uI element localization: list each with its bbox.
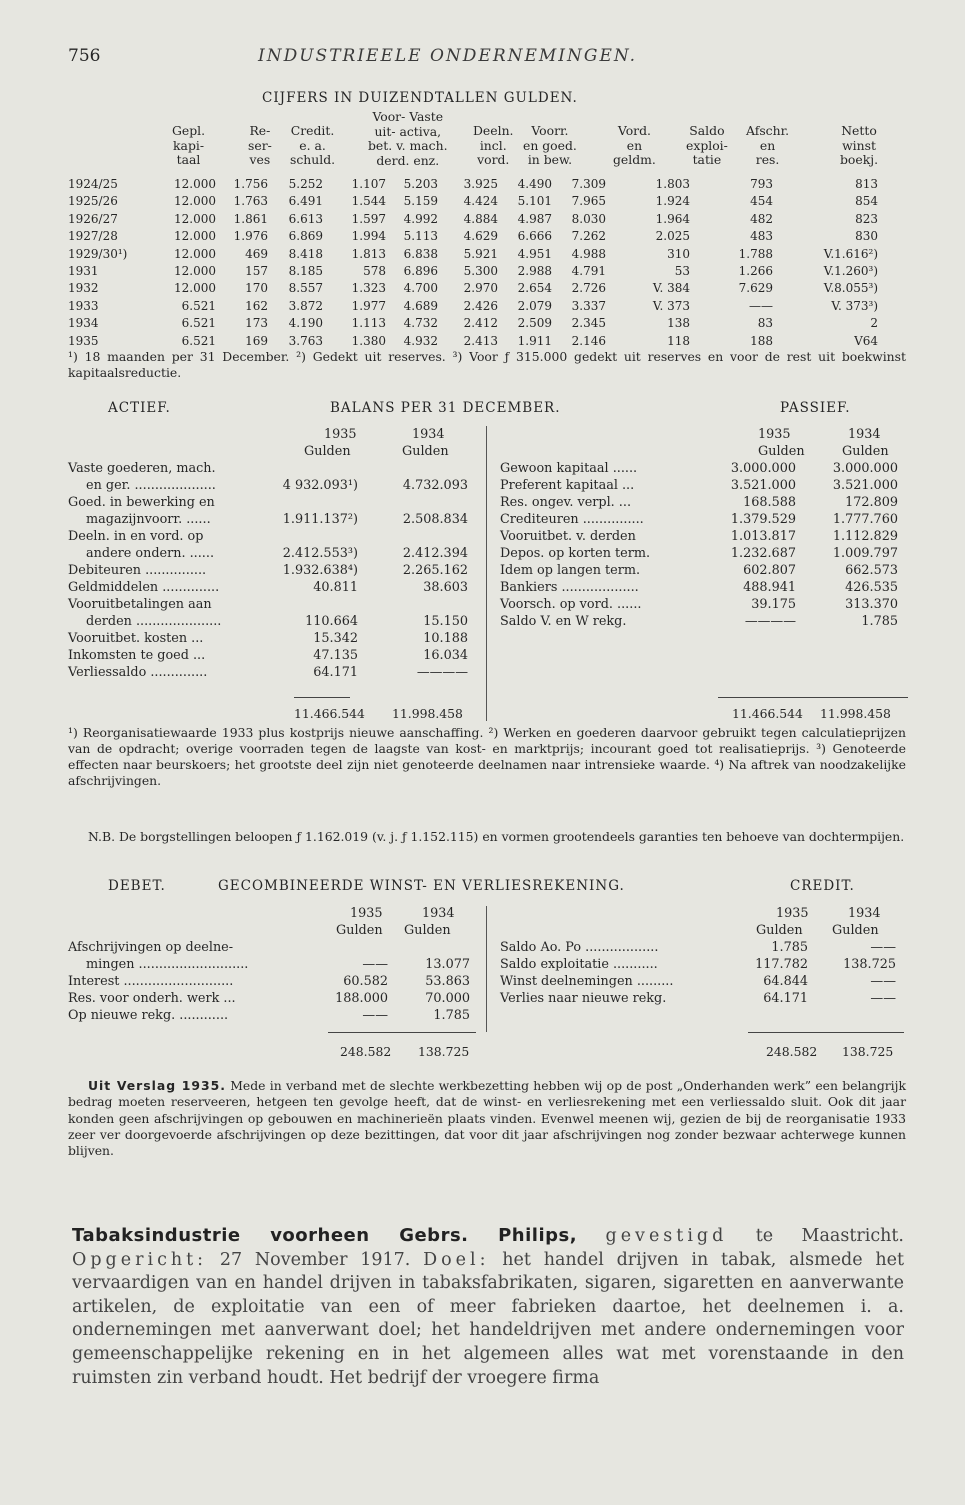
cell-value: 2.025 (655, 229, 690, 244)
actief-total-1934: 11.998.458 (392, 706, 463, 721)
debet-label: Res. voor onderh. werk ... (68, 991, 236, 1006)
cell-value: 5.252 (288, 177, 323, 191)
actief-label: Inkomsten te goed ... (68, 648, 206, 663)
cell-value: V. 373 (652, 298, 690, 313)
cell-value: 162 (245, 298, 268, 313)
passief-total-1935: 11.466.544 (732, 706, 803, 721)
tabak-entry (72, 1224, 904, 1390)
cell-value: 1.756 (233, 177, 268, 191)
unit-label: Gulden (402, 444, 449, 459)
cell-value: 823 (855, 211, 878, 226)
year-label: 1935 (350, 906, 383, 921)
credit-value-1935: 64.171 (763, 991, 808, 1006)
cell-value: 4.791 (571, 263, 606, 278)
cell-value: 1.763 (233, 194, 268, 209)
passief-item (68, 529, 908, 546)
cell-value: 4.884 (463, 211, 498, 226)
passief-value-1935: 1.013.817 (730, 529, 796, 544)
year-label: 1934 (412, 427, 445, 442)
balans (68, 400, 908, 725)
cell-value: 454 (750, 194, 773, 209)
passief-value-1934: 1.785 (861, 614, 898, 629)
cell-value: 2 (870, 316, 878, 331)
col-header: Vord. en geldm. (613, 123, 656, 167)
credit-value-1935: 117.782 (755, 957, 808, 972)
passief-value-1935: 168.588 (743, 495, 796, 510)
credit-item (68, 940, 908, 957)
passief-value-1934: 3.000.000 (832, 461, 898, 476)
row-year: 1927/28 (68, 229, 118, 244)
cijfers-row (68, 177, 908, 194)
cijfers-row (68, 299, 908, 316)
cell-value: 4.951 (517, 246, 552, 261)
cell-value: 2.970 (463, 281, 498, 296)
cell-value: 7.629 (738, 281, 773, 296)
passief-item (68, 478, 908, 495)
col-header: Netto winst boekj. (840, 123, 879, 167)
passief-label: Crediteuren ............... (500, 512, 644, 527)
passief-item (68, 597, 908, 614)
cell-value: 8.557 (288, 281, 323, 296)
debet-title: DEBET. (108, 878, 166, 894)
credit-label: Saldo exploitatie ........... (500, 957, 658, 972)
cell-value: 1.113 (351, 316, 386, 331)
passief-value-1934: 172.809 (845, 495, 898, 510)
cell-value: 1.924 (655, 194, 690, 209)
cell-value: 793 (750, 177, 773, 191)
passief-item (68, 461, 908, 478)
tabak-doel-label: Doel: (423, 1249, 490, 1270)
unit-label: Gulden (756, 923, 803, 938)
cell-value: 7.965 (571, 194, 606, 209)
col-header: Voor- Vaste uit- activa, bet. v. mach. derd. enz. (368, 109, 448, 168)
verslag-lead: Uit Verslag 1935. (88, 1078, 226, 1093)
credit-label: Saldo Ao. Po .................. (500, 940, 659, 955)
cijfers-row (68, 316, 908, 333)
col-header: Deeln. incl. vord. (473, 123, 514, 167)
cell-value: 188 (750, 333, 773, 348)
cell-value: 813 (855, 177, 878, 191)
year-label: 1935 (758, 427, 791, 442)
actief-value-1935: 2.412.553³) (282, 546, 358, 561)
actief-label: derden ..................... (86, 614, 222, 629)
cell-value: 4.629 (463, 229, 498, 244)
actief-value-1935: 64.171 (313, 665, 358, 680)
passief-value-1934: 1.777.760 (832, 512, 898, 527)
cijfers-footnote: ¹) 18 maanden per 31 December. ²) Gedekt uit reserves. ³) Voor ƒ 315.000 gedekt uit reserves en voor de rest uit boekwinst kapitaalsreductie. (68, 349, 906, 380)
col-header: Re- ser- ves (248, 123, 272, 167)
cijfers-row (68, 247, 908, 264)
passief-value-1934: 1.009.797 (832, 546, 898, 561)
passief-value-1935: 1.379.529 (730, 512, 796, 527)
actief-value-1935: 15.342 (313, 631, 358, 646)
cell-value: 138 (667, 316, 690, 331)
cell-value: 173 (245, 316, 268, 331)
passief-value-1934: 1.112.829 (832, 529, 898, 544)
cell-value: 1.788 (738, 246, 773, 261)
cell-value: 4.932 (403, 333, 438, 348)
actief-title: ACTIEF. (108, 400, 171, 416)
actief-value-1935: 4 932.093¹) (282, 478, 358, 493)
verslag-paragraph (68, 1078, 906, 1159)
actief-label: andere ondern. ...... (86, 546, 215, 561)
cell-value: 6.613 (288, 211, 323, 226)
cell-value: 6.838 (403, 246, 438, 261)
passief-value-1935: ———— (744, 614, 796, 629)
year-label: 1935 (324, 427, 357, 442)
cell-value: 469 (245, 246, 268, 261)
cell-value: 4.490 (517, 177, 552, 191)
unit-label: Gulden (304, 444, 351, 459)
credit-total-1934: 138.725 (842, 1044, 894, 1059)
cell-value: 169 (245, 333, 268, 348)
actief-label: magazijnvoorr. ...... (86, 512, 211, 527)
cell-value: 53 (674, 263, 690, 278)
cell-value: 2.146 (571, 333, 606, 348)
cell-value: 578 (363, 263, 386, 278)
tabak-date: 27 November 1917. (219, 1249, 411, 1270)
cell-value: 1.994 (351, 229, 386, 244)
actief-value-1935: 47.135 (313, 648, 358, 663)
cell-value: 8.418 (288, 246, 323, 261)
passief-item (68, 495, 908, 512)
actief-value-1934: ———— (416, 665, 468, 680)
debet-total-1934: 138.725 (418, 1044, 470, 1059)
page-header (68, 46, 905, 68)
actief-label: Vooruitbet. kosten ... (68, 631, 204, 646)
actief-item (68, 631, 908, 648)
debet-value-1935: 188.000 (335, 991, 388, 1006)
row-year: 1932 (68, 281, 99, 296)
tabak-doel-text: het handel drijven in tabak, alsmede het vervaardigen van en handel drijven in tabaksfabrikaten, sigaren, sigaretten en aanverwante artikelen, de exploitatie van een of meer fabrieken daartoe, het deelnemen i. a. ondernemingen met aanverwant doel; het handeldrijven met andere ondernemingen voor gemeenschappelijke rekening en in het algemeen alles wat met vorenstaande in den ruimsten zin verband houdt. Het bedrijf der vroegere firma (72, 1249, 904, 1388)
debet-value-1934: 13.077 (425, 957, 470, 972)
passief-item (68, 512, 908, 529)
cijfers-row (68, 194, 908, 211)
debet-total-1935: 248.582 (340, 1044, 392, 1059)
debet-value-1934: 53.863 (425, 974, 470, 989)
cell-value: 2.079 (517, 298, 552, 313)
row-year: 1933 (68, 298, 99, 313)
cell-value: 83 (757, 316, 773, 331)
actief-label: Verliessaldo .............. (68, 665, 208, 680)
actief-label: Vooruitbetalingen aan (68, 597, 212, 612)
actief-value-1935: 110.664 (305, 614, 358, 629)
debet-label: Afschrijvingen op deelne- (68, 940, 234, 955)
credit-label: Winst deelnemingen ......... (500, 974, 674, 989)
cell-value: —— (749, 298, 773, 313)
cell-value: 5.113 (403, 229, 438, 244)
row-year: 1924/25 (68, 177, 118, 191)
passief-value-1934: 662.573 (845, 563, 898, 578)
cell-value: 4.732 (403, 316, 438, 331)
credit-value-1934: 138.725 (843, 957, 896, 972)
passief-label: Gewoon kapitaal ...... (500, 461, 638, 476)
cell-value: 5.203 (403, 177, 438, 191)
row-year: 1931 (68, 263, 99, 278)
actief-item (68, 665, 908, 682)
cell-value: 2.412 (463, 316, 498, 331)
actief-value-1934: 10.188 (423, 631, 468, 646)
actief-value-1934: 15.150 (423, 614, 468, 629)
year-label: 1935 (776, 906, 809, 921)
row-year: 1935 (68, 333, 99, 348)
credit-total-1935: 248.582 (766, 1044, 818, 1059)
cell-value: 12.000 (174, 177, 216, 191)
credit-value-1935: 64.844 (763, 974, 808, 989)
row-year: 1925/26 (68, 194, 118, 209)
cell-value: 1.323 (351, 281, 386, 296)
actief-item (68, 648, 908, 665)
actief-value-1934: 2.265.162 (402, 563, 468, 578)
cell-value: 1.911 (517, 333, 552, 348)
credit-title: CREDIT. (790, 878, 855, 894)
unit-label: Gulden (404, 923, 451, 938)
cell-value: 1.803 (655, 177, 690, 191)
debet-value-1935: 60.582 (343, 974, 388, 989)
passief-item (68, 563, 908, 580)
debet-value-1934: 70.000 (425, 991, 470, 1006)
cell-value: 5.921 (463, 246, 498, 261)
credit-value-1934: —— (870, 940, 896, 955)
actief-total-1935: 11.466.544 (294, 706, 365, 721)
cell-value: 12.000 (174, 194, 216, 209)
winst-verlies (68, 878, 908, 1063)
tabak-opgericht-label: Opgericht: (72, 1249, 208, 1270)
unit-label: Gulden (336, 923, 383, 938)
passief-item (68, 580, 908, 597)
cell-value: 2.988 (517, 263, 552, 278)
col-header: Afschr. en res. (746, 123, 790, 167)
passief-label: Voorsch. op vord. ...... (500, 597, 642, 612)
cell-value: 2.654 (517, 281, 552, 296)
tabak-place: te Maastricht. (755, 1226, 904, 1246)
passief-total-1934: 11.998.458 (820, 706, 891, 721)
col-header: Voorr. en goed. in bew. (523, 123, 577, 167)
row-year: 1926/27 (68, 211, 118, 226)
passief-value-1934: 313.370 (845, 597, 898, 612)
running-title: INDUSTRIEELE ONDERNEMINGEN. (258, 46, 638, 66)
cell-value: 5.159 (403, 194, 438, 209)
passief-label: Idem op langen term. (500, 563, 641, 578)
passief-item (68, 614, 908, 631)
cell-value: 1.107 (351, 177, 386, 191)
cell-value: 4.190 (288, 316, 323, 331)
cell-value: 1.813 (351, 246, 386, 261)
verslag-text: Mede in verband met de slechte werkbezetting hebben wij op de post „Onderhanden werk” een belangrijk bedrag moeten reserveeren, hetgeen ten gevolge heeft, dat de winst- en verliesrekening met een verliessaldo sluit. Ook dit jaar konden geen afschrijvingen op gebouwen en machinerieën plaats vinden. Evenwel meenen wij, gezien de bij de reorganisatie 1933 zeer ver doorgevoerde afschrijvingen op deze bezittingen, dat voor dit jaar afschrijvingen nog zonder bezwaar achterwege kunnen blijven. (68, 1078, 906, 1159)
year-label: 1934 (848, 906, 881, 921)
credit-label: Verlies naar nieuwe rekg. (500, 991, 667, 1006)
cell-value: 12.000 (174, 246, 216, 261)
passief-value-1934: 426.535 (845, 580, 898, 595)
cell-value: 4.992 (403, 211, 438, 226)
cell-value: 1.964 (655, 211, 690, 226)
cell-value: 12.000 (174, 211, 216, 226)
credit-value-1934: —— (870, 974, 896, 989)
debet-label: Op nieuwe rekg. ............ (68, 1008, 229, 1023)
cijfers-title: CIJFERS IN DUIZENDTALLEN GULDEN. (262, 90, 578, 106)
passief-label: Res. ongev. verpl. ... (500, 495, 632, 510)
cell-value: 310 (667, 246, 690, 261)
debet-value-1934: 1.785 (433, 1008, 470, 1023)
passief-label: Preferent kapitaal ... (500, 478, 635, 493)
cell-value: 12.000 (174, 229, 216, 244)
passief-value-1935: 602.807 (743, 563, 796, 578)
cell-value: V. 384 (652, 281, 690, 296)
credit-value-1935: 1.785 (771, 940, 808, 955)
cell-value: 6.521 (181, 333, 216, 348)
passief-item (68, 546, 908, 563)
cell-value: 2.726 (571, 281, 606, 296)
balans-title: BALANS PER 31 DECEMBER. (330, 400, 561, 416)
cell-value: 5.300 (463, 263, 498, 278)
passief-label: Bankiers ................... (500, 580, 639, 595)
cell-value: 4.700 (403, 281, 438, 296)
cell-value: 4.987 (517, 211, 552, 226)
cell-value: 830 (855, 229, 878, 244)
passief-value-1934: 3.521.000 (832, 478, 898, 493)
cell-value: 6.521 (181, 316, 216, 331)
year-label: 1934 (848, 427, 881, 442)
company-name: Tabaksindustrie voorheen Gebrs. Philips, (72, 1225, 578, 1246)
actief-label: en ger. .................... (86, 478, 216, 493)
actief-label: Geldmiddelen .............. (68, 580, 220, 595)
cell-value: 6.896 (403, 263, 438, 278)
actief-label: Goed. in bewerking en (68, 495, 215, 510)
cell-value: 6.869 (288, 229, 323, 244)
cell-value: V.1.260³) (823, 263, 878, 278)
cell-value: 12.000 (174, 263, 216, 278)
cell-value: V.1.616²) (823, 246, 878, 261)
cell-value: 483 (750, 229, 773, 244)
cell-value: 8.030 (571, 211, 606, 226)
passief-label: Saldo V. en W rekg. (500, 614, 627, 629)
passief-value-1935: 3.000.000 (730, 461, 796, 476)
actief-value-1935: 1.932.638⁴) (282, 563, 358, 578)
actief-value-1934: 2.508.834 (402, 512, 468, 527)
row-year: 1929/30¹) (68, 246, 128, 261)
col-header: Gepl. kapi- taal (172, 123, 206, 167)
cell-value: 6.666 (517, 229, 552, 244)
passief-value-1935: 39.175 (751, 597, 796, 612)
debet-label: Interest ........................... (68, 974, 234, 989)
unit-label: Gulden (842, 444, 889, 459)
passief-value-1935: 3.521.000 (730, 478, 796, 493)
actief-label: Debiteuren ............... (68, 563, 207, 578)
cijfers-row (68, 212, 908, 229)
actief-value-1934: 4.732.093 (402, 478, 468, 493)
page-number: 756 (68, 46, 101, 66)
cell-value: 4.988 (571, 246, 606, 261)
credit-value-1934: —— (870, 991, 896, 1006)
cell-value: 3.872 (288, 298, 323, 313)
cell-value: 1.976 (233, 229, 268, 244)
cell-value: 12.000 (174, 281, 216, 296)
actief-label: Deeln. in en vord. op (68, 529, 204, 544)
row-year: 1934 (68, 316, 99, 331)
cell-value: V. 373³) (831, 298, 878, 313)
actief-value-1935: 40.811 (313, 580, 358, 595)
credit-item (68, 957, 908, 974)
cell-value: 2.413 (463, 333, 498, 348)
col-header: Credit. e. a. schuld. (290, 123, 336, 167)
cijfers-rows (68, 177, 908, 351)
cell-value: 1.380 (351, 333, 386, 348)
cell-value: 170 (245, 281, 268, 296)
cell-value: 7.262 (571, 229, 606, 244)
cell-value: V64 (854, 333, 878, 348)
passief-label: Vooruitbet. v. derden (500, 529, 636, 544)
cijfers-row (68, 229, 908, 246)
nb-note: N.B. De borgstellingen beloopen ƒ 1.162.019 (v. j. ƒ 1.152.115) en vormen grootendeels garanties ten behoeve van dochtermpijen. (88, 829, 905, 844)
credit-item (68, 991, 908, 1008)
cell-value: 8.185 (288, 263, 323, 278)
balans-footnote: ¹) Reorganisatiewaarde 1933 plus kostprijs nieuwe aanschaffing. ²) Werken en goederen daarvoor gebruikt tegen calculatieprijzen van de opdracht; overige voorraden tegen de laagste van kost- en marktprijs; incourant goed tot realisatieprijs. ³) Genoteerde effecten naar beurskoers; het grootste deel zijn niet genoteerde deelnamen naar intrensieke waarde. ⁴) Na aftrek van noodzakelijke afschrijvingen. (68, 725, 906, 788)
actief-value-1935: 1.911.137²) (282, 512, 358, 527)
cell-value: 1.977 (351, 298, 386, 313)
cell-value: 6.521 (181, 298, 216, 313)
actief-value-1934: 38.603 (423, 580, 468, 595)
debet-label: mingen ........................... (86, 957, 249, 972)
cell-value: 5.101 (517, 194, 552, 209)
cell-value: 4.424 (463, 194, 498, 209)
cell-value: 1.597 (351, 211, 386, 226)
cell-value: 1.544 (351, 194, 386, 209)
cell-value: 118 (667, 333, 690, 348)
cell-value: 2.345 (571, 316, 606, 331)
winst-title: GECOMBINEERDE WINST- EN VERLIESREKENING. (218, 878, 625, 894)
actief-value-1934: 16.034 (423, 648, 468, 663)
actief-value-1934: 2.412.394 (402, 546, 468, 561)
cell-value: 1.266 (738, 263, 773, 278)
tabak-gevestigd: gevestigd (605, 1226, 728, 1246)
debet-value-1935: —— (362, 957, 388, 972)
cell-value: 3.763 (288, 333, 323, 348)
unit-label: Gulden (832, 923, 879, 938)
cell-value: 2.509 (517, 316, 552, 331)
cell-value: V.8.055³) (823, 281, 878, 296)
cell-value: 3.925 (463, 177, 498, 191)
passief-title: PASSIEF. (780, 400, 851, 416)
cell-value: 157 (245, 263, 268, 278)
cijfers-row (68, 281, 908, 298)
passief-label: Depos. op korten term. (500, 546, 651, 561)
cell-value: 482 (750, 211, 773, 226)
passief-value-1935: 1.232.687 (730, 546, 796, 561)
col-header: Saldo exploi- tatie (686, 123, 728, 167)
cell-value: 854 (855, 194, 878, 209)
cell-value: 7.309 (571, 177, 606, 191)
debet-item (68, 1008, 908, 1025)
cell-value: 1.861 (233, 211, 268, 226)
unit-label: Gulden (758, 444, 805, 459)
cell-value: 4.689 (403, 298, 438, 313)
debet-value-1935: —— (362, 1008, 388, 1023)
cell-value: 3.337 (571, 298, 606, 313)
year-label: 1934 (422, 906, 455, 921)
cell-value: 6.491 (288, 194, 323, 209)
cijfers-row (68, 264, 908, 281)
passief-value-1935: 488.941 (743, 580, 796, 595)
credit-item (68, 974, 908, 991)
actief-label: Vaste goederen, mach. (68, 461, 216, 476)
cell-value: 2.426 (463, 298, 498, 313)
